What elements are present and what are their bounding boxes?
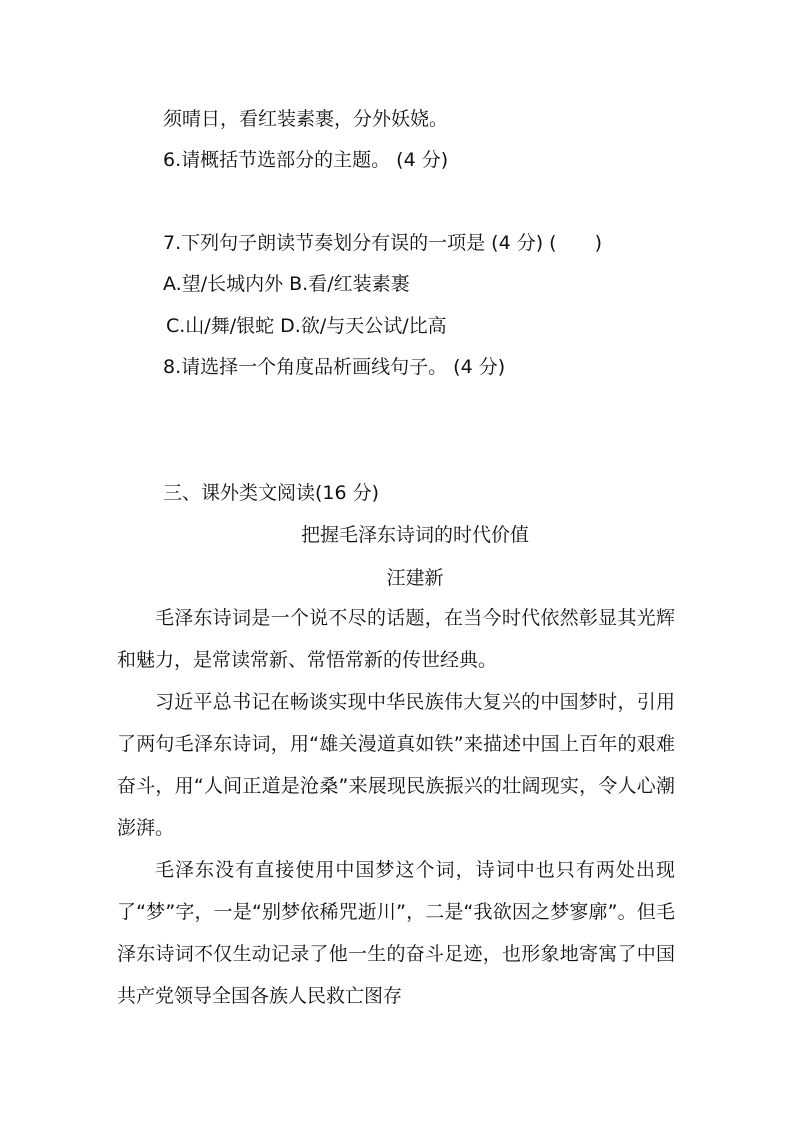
question-7-options-ab: A.望/长城内外 B.看/红装素裹: [163, 273, 410, 295]
question-7-options-cd: C.山/舞/银蛇 D.欲/与天公试/比高: [166, 315, 447, 337]
article-paragraph-1: 毛泽东诗词是一个说不尽的话题，在当今时代依然彰显其光辉和魅力，是常读常新、常悟常新的传世经典。: [117, 607, 675, 671]
article-title: 把握毛泽东诗词的时代价值: [300, 524, 529, 546]
question-7: 7.下列句子朗读节奏划分有误的一项是 (4 分) ( ): [163, 232, 602, 254]
section-heading: 三、课外类文阅读(16 分): [163, 482, 380, 504]
poem-line: 须晴日，看红装素裹，分外妖娆。: [163, 108, 449, 130]
article-paragraph-3: 毛泽东没有直接使用中国梦这个词，诗词中也只有两处出现了“梦”字，一是“别梦依稀咒逝川”，二是“我欲因之梦寥廓”。但毛泽东诗词不仅生动记录了他一生的奋斗足迹，也形象地寄寓了中国共产党领导全国各族人民救亡图存: [117, 859, 675, 1007]
question-8: 8.请选择一个角度品析画线句子。 (4 分): [163, 356, 506, 378]
article-author: 汪建新: [386, 567, 444, 589]
question-6: 6.请概括节选部分的主题。 (4 分): [163, 149, 449, 171]
article-paragraph-2: 习近平总书记在畅谈实现中华民族伟大复兴的中国梦时，引用了两句毛泽东诗词，用“雄关漫道真如铁”来描述中国上百年的艰难奋斗，用“人间正道是沧桑”来展现民族振兴的壮阔现实，令人心潮澎湃。: [117, 691, 675, 839]
